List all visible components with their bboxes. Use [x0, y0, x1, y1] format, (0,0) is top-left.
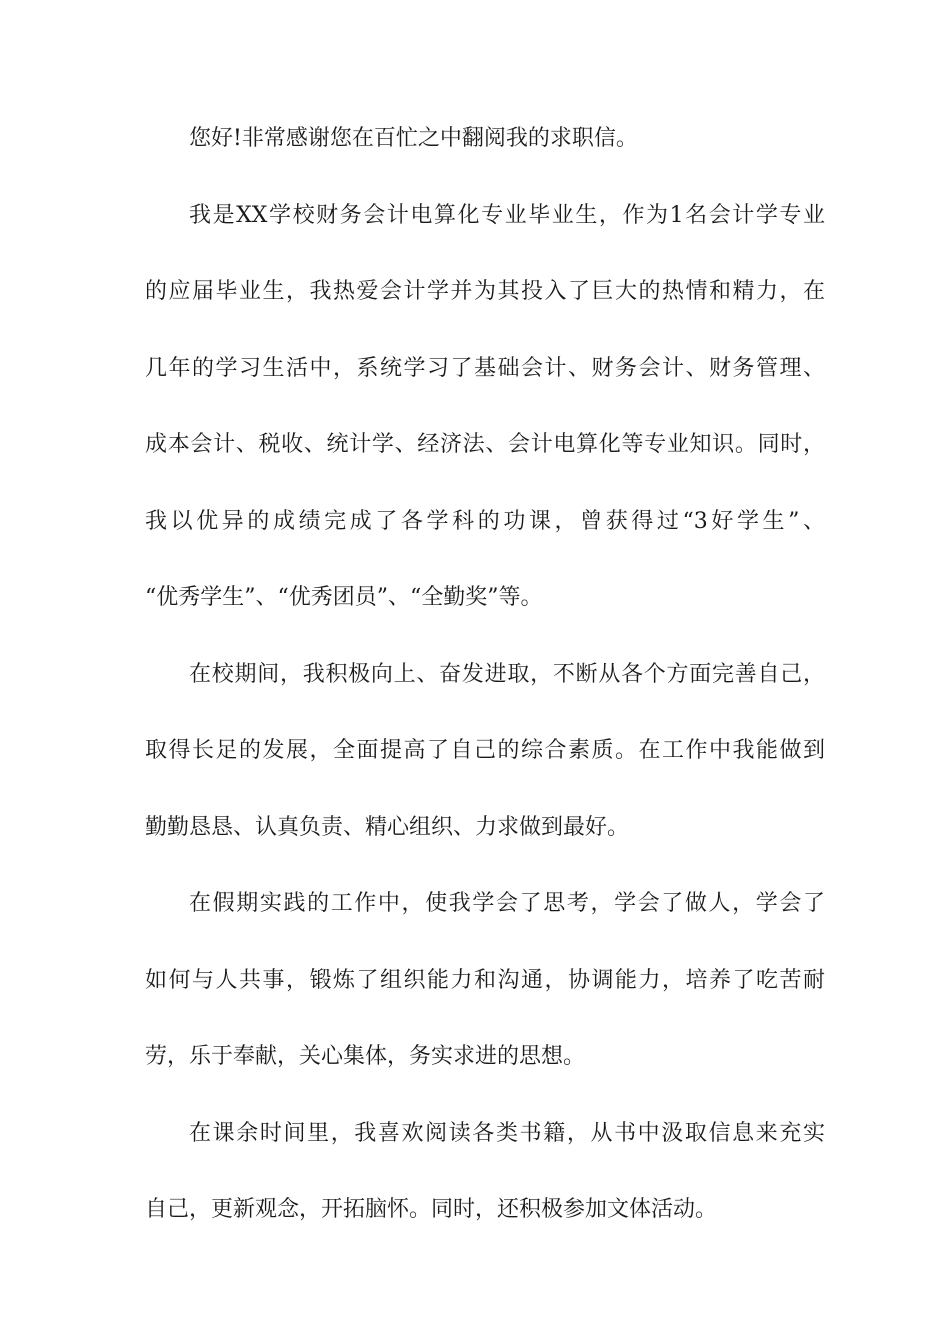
paragraph-intro-line-5: 我以优异的成绩完成了各学科的功课，曾获得过“3好学生”、 [145, 508, 825, 534]
paragraph-practice-line-1: 在假期实践的工作中，使我学会了思考，学会了做人，学会了 [189, 891, 825, 916]
paragraph-intro-line-1: 我是XX学校财务会计电算化专业毕业生，作为1名会计学专业 [189, 202, 825, 228]
paragraph-intro-line-2: 的应届毕业生，我热爱会计学并为其投入了巨大的热情和精力，在 [145, 279, 825, 304]
paragraph-intro-line-6: “优秀学生”、“优秀团员”、“全勤奖”等。 [145, 585, 543, 610]
paragraph-school-line-2: 取得长足的发展，全面提高了自己的综合素质。在工作中我能做到 [145, 738, 825, 763]
paragraph-practice-line-2: 如何与人共事，锻炼了组织能力和沟通，协调能力，培养了吃苦耐 [145, 967, 825, 993]
paragraph-school-line-3: 勤勤恳恳、认真负责、精心组织、力求做到最好。 [145, 814, 630, 840]
paragraph-school-line-1: 在校期间，我积极向上、奋发进取，不断从各个方面完善自己， [189, 661, 825, 687]
paragraph-intro-line-3: 几年的学习生活中，系统学习了基础会计、财务会计、财务管理、 [145, 355, 825, 381]
paragraph-intro-line-4: 成本会计、税收、统计学、经济法、会计电算化等专业知识。同时， [145, 432, 825, 457]
paragraph-leisure-line-2: 自己，更新观念，开拓脑怀。同时，还积极参加文体活动。 [145, 1197, 718, 1222]
paragraph-practice-line-3: 劳，乐于奉献，关心集体，务实求进的思想。 [145, 1044, 586, 1069]
document-body [145, 128, 825, 1276]
paragraph-greeting-line-1: 您好!非常感谢您在百忙之中翻阅我的求职信。 [189, 126, 638, 151]
paragraph-leisure-line-1: 在课余时间里，我喜欢阅读各类书籍，从书中汲取信息来充实 [189, 1120, 825, 1146]
